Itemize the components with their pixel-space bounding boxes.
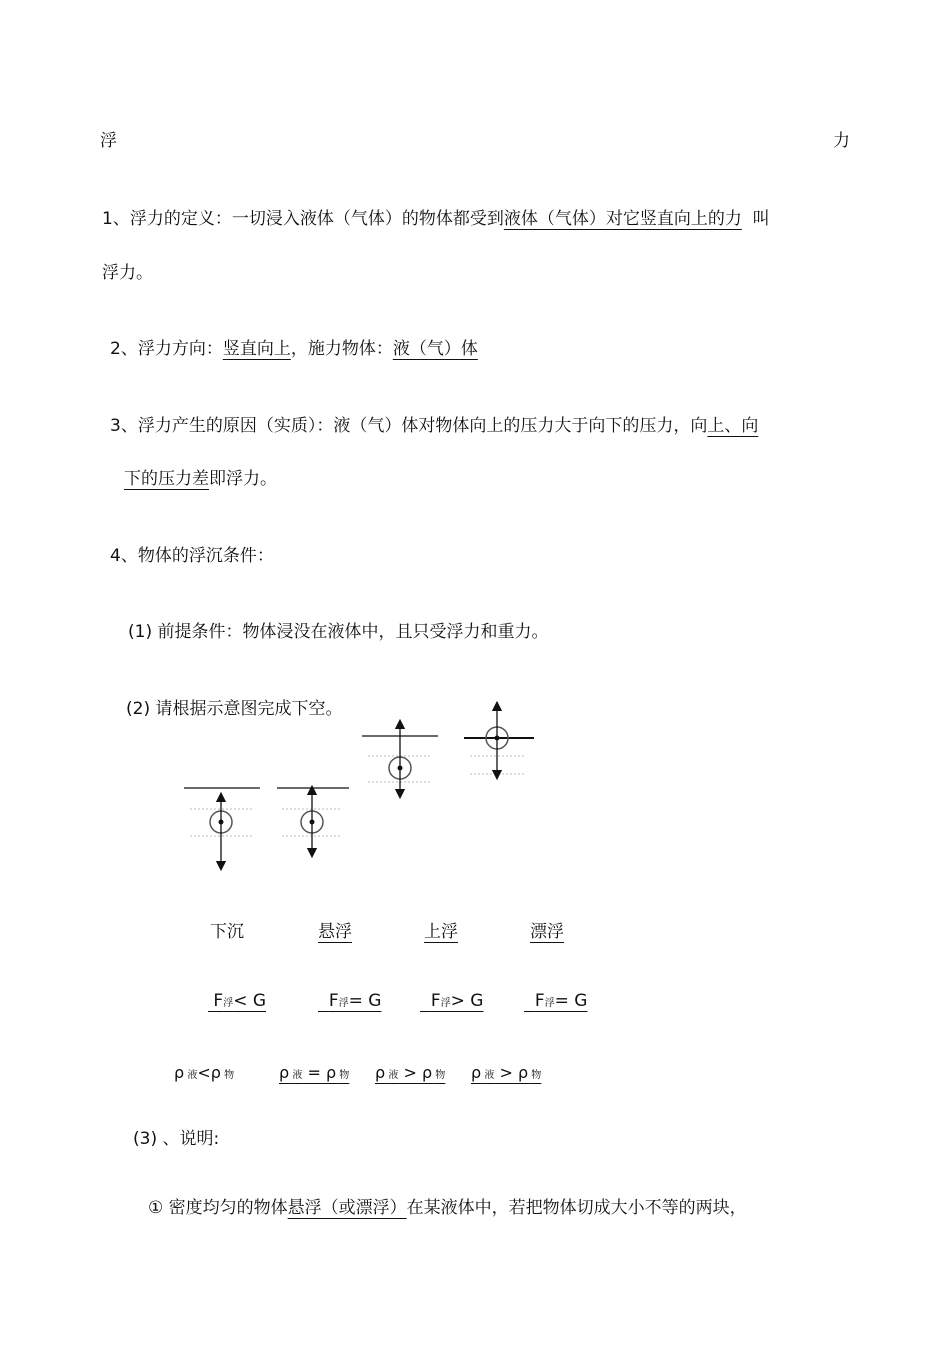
p1-continuation: 浮力。 (102, 263, 153, 283)
density-sinking: ρ 液<ρ 物 (174, 1063, 235, 1082)
force-floating: F浮= G (534, 991, 588, 1011)
p2-answer-direction: 竖直向上 (222, 339, 291, 359)
title-left: 浮 (100, 131, 117, 151)
p1-answer: 液体（气体）对它竖直向上的力 (503, 209, 742, 229)
figure-sinking (184, 788, 260, 866)
p3-answer-1: 上、向 (707, 416, 759, 436)
density-rising: ρ 液 > ρ 物 (375, 1063, 446, 1082)
p3-tail: 即浮力。 (209, 469, 277, 489)
state-sinking: 下沉 (210, 922, 244, 942)
force-suspended: F浮= G (328, 991, 382, 1011)
state-rising: 上浮 (424, 922, 458, 942)
paragraph-5: (1) 前提条件：物体浸没在液体中，且只受浮力和重力。 (128, 622, 549, 642)
state-floating: 漂浮 (530, 922, 564, 942)
density-floating: ρ 液 > ρ 物 (471, 1063, 542, 1082)
p2-text-2: ，施力物体： (290, 339, 393, 359)
p2-text: 2、浮力方向： (110, 339, 223, 359)
figure-suspended (277, 788, 349, 853)
paragraph-6: (2) 请根据示意图完成下空。 (126, 699, 343, 719)
title-right: 力 (833, 131, 850, 151)
p1-tail: 叫 (752, 209, 770, 229)
figure-rising (362, 724, 438, 794)
force-sinking: F浮< G (213, 991, 267, 1011)
figure-floating (464, 706, 534, 775)
p8-text: ① 密度均匀的物体 (148, 1198, 288, 1218)
paragraph-4: 4、物体的浮沉条件： (110, 546, 274, 566)
p3-text: 3、浮力产生的原因（实质）：液（气）体对物体向上的压力大于向下的压力，向 (110, 416, 708, 436)
paragraph-8 (148, 1197, 747, 1219)
p8-answer: 悬浮（或漂浮） (287, 1198, 407, 1218)
p8-tail: 在某液体中，若把物体切成大小不等的两块， (406, 1198, 747, 1218)
force-rising: F浮> G (430, 991, 484, 1011)
p3-answer-2: 下的压力差 (124, 469, 209, 489)
p2-answer-source: 液（气）体 (392, 339, 478, 359)
p1-text: 1、浮力的定义：一切浸入液体（气体）的物体都受到 (102, 209, 504, 229)
state-suspended: 悬浮 (318, 922, 352, 942)
density-suspended: ρ 液 = ρ 物 (279, 1063, 350, 1082)
paragraph-7: (3) 、说明: (133, 1129, 220, 1149)
